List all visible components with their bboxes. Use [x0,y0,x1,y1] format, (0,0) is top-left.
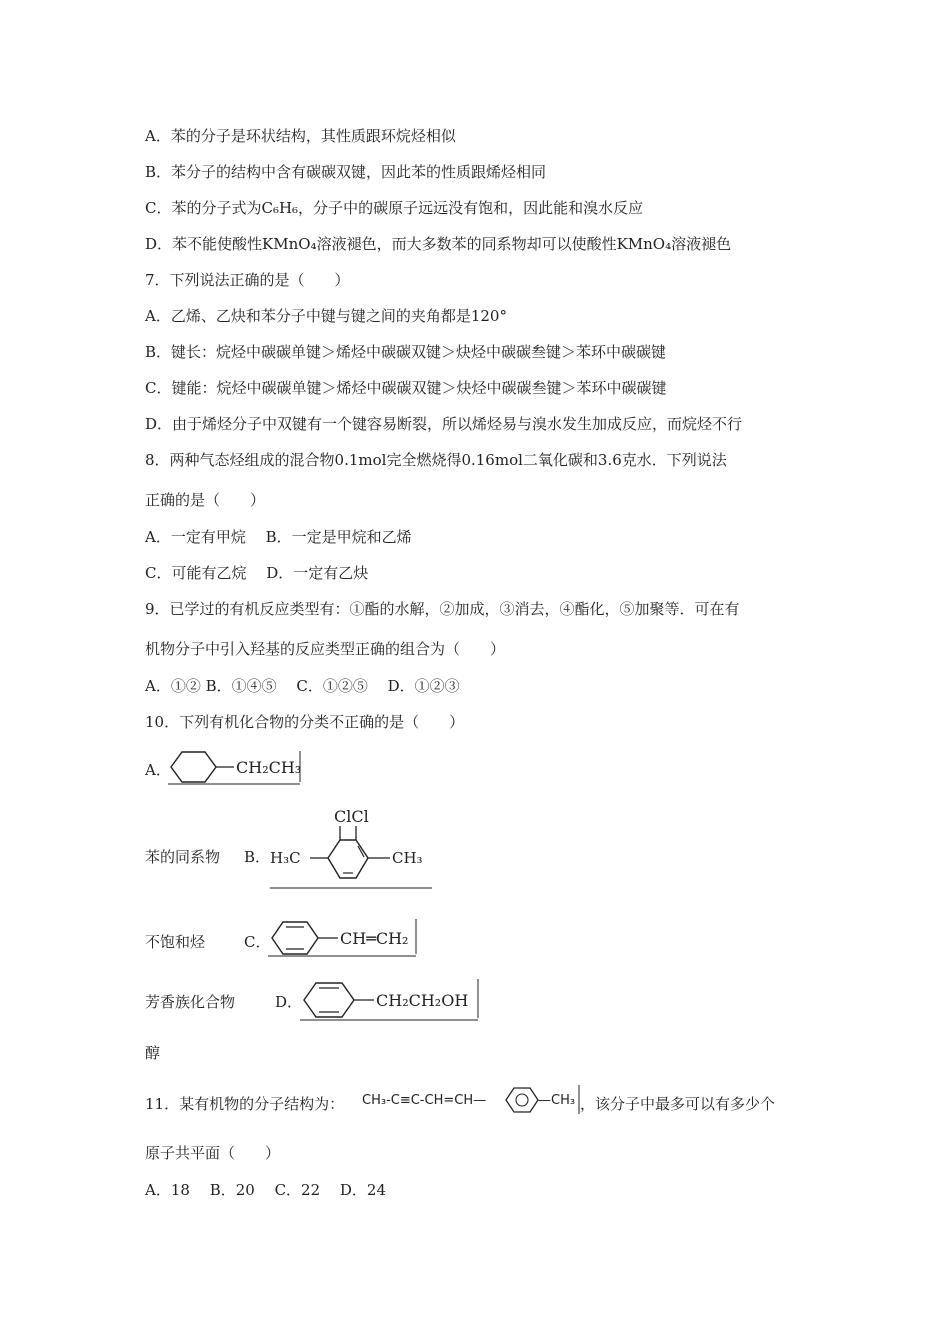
q9-stem: 9．已学过的有机反应类型有：①酯的水解，②加成，③消去，④酯化，⑤加聚等．可在有 [145,600,740,618]
q10-option-c-label: C． [244,933,271,951]
q11-methyl-label: —CH₃ [538,1093,576,1108]
methyl-left-label: H₃C [270,849,301,867]
vinyl-group-label: CH═CH₂ [340,929,409,948]
q11-molecule-structure [360,1082,582,1118]
styrene-structure [266,916,418,958]
q11-chain-label: CH₃-C≡C-CH=CH— [362,1093,487,1108]
q10-option-a-label: A． [145,761,171,779]
cyclohexane-ring [171,752,216,782]
q6-option-c: C．苯的分子式为C₆H₆，分子中的碳原子远远没有饱和，因此能和溴水反应 [145,199,644,217]
q9-options: A．①② B．①④⑤ C．①②⑤ D．①②③ [145,677,460,695]
benzene-ring [328,840,368,878]
q10-option-c-prefix: 不饱和烃 [145,933,206,951]
q7-option-c: C．键能：烷烃中碳碳单键＞烯烃中碳碳双键＞炔烃中碳碳叁键＞苯环中碳碳键 [145,379,667,397]
q6-option-a: A．苯的分子是环状结构，其性质跟环烷烃相似 [145,127,456,145]
q8-options-ab: A．一定有甲烷 B．一定是甲烷和乙烯 [145,528,412,546]
ethylcyclohexane-structure [166,748,302,786]
q7-option-a: A．乙烯、乙炔和苯分子中键与键之间的夹角都是120° [145,307,507,325]
q10-option-d-suffix: 醇 [145,1044,161,1062]
q11-options: A．18 B．20 C．22 D．24 [145,1181,387,1199]
q8-stem-cont: 正确的是（ ） [145,491,266,509]
q8-stem: 8．两种气态烃组成的混合物0.1mol完全燃烧得0.16mol二氧化碳和3.6克水．下列说法 [145,451,727,469]
q10-option-b-prefix: 苯的同系物 [145,848,221,866]
phenylethanol-structure [298,976,480,1022]
hydroxyethyl-group-label: CH₂CH₂OH [376,991,469,1010]
q11-stem-suffix: ，该分子中最多可以有多少个 [580,1095,776,1113]
ethyl-group-label: CH₂CH₃ [236,758,302,777]
q10-option-d-label: D． [275,993,303,1011]
methyl-right-label: CH₃ [392,849,423,867]
q10-option-d-prefix: 芳香族化合物 [145,993,236,1011]
dichloro-dimethylbenzene-structure [268,800,434,890]
chlorine-label: ClCl [334,807,369,826]
q10-option-b-label: B． [244,848,271,866]
q7-option-b: B．键长：烷烃中碳碳单键＞烯烃中碳碳双键＞炔烃中碳碳叁键＞苯环中碳碳键 [145,343,667,361]
q10-stem: 10．下列有机化合物的分类不正确的是（ ） [145,713,465,731]
q6-option-b: B．苯分子的结构中含有碳碳双键，因此苯的性质跟烯烃相同 [145,163,547,181]
q7-stem: 7．下列说法正确的是（ ） [145,271,350,289]
q9-stem-cont: 机物分子中引入羟基的反应类型正确的组合为（ ） [145,640,506,658]
benzene-ring [506,1088,538,1112]
q7-option-d: D．由于烯烃分子中双键有一个键容易断裂，所以烯烃易与溴水发生加成反应，而烷烃不行 [145,415,743,433]
q11-stem-cont: 原子共平面（ ） [145,1144,281,1162]
aromatic-circle [516,1094,528,1106]
q8-options-cd: C．可能有乙烷 D．一定有乙炔 [145,564,369,582]
q11-stem-prefix: 11．某有机物的分子结构为： [145,1095,345,1113]
q6-option-d: D．苯不能使酸性KMnO₄溶液褪色，而大多数苯的同系物却可以使酸性KMnO₄溶液褪色 [145,235,732,253]
